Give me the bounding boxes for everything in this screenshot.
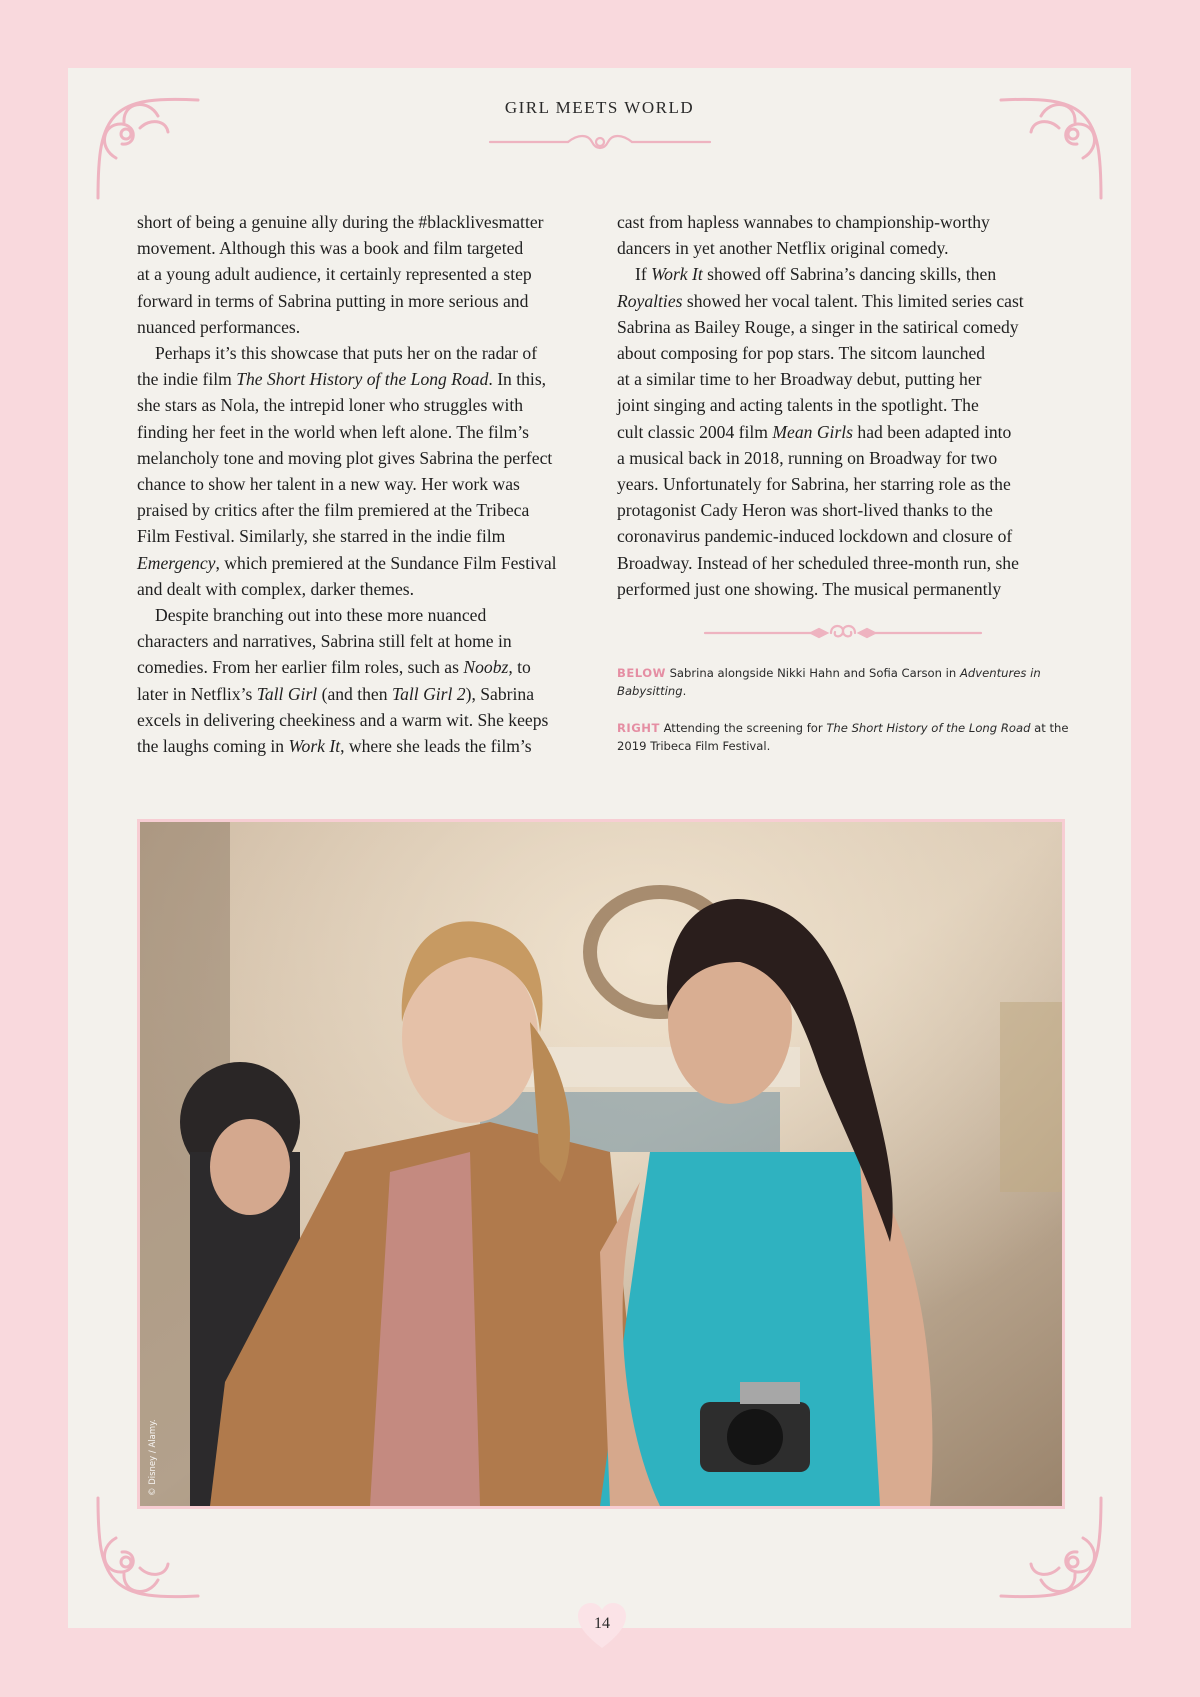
text-span: to — [512, 657, 531, 678]
film-still-photo — [140, 822, 1062, 1506]
text-span: (and then — [317, 683, 392, 704]
text-span: the indie film — [137, 369, 237, 390]
text-line — [137, 261, 589, 287]
text-span: and dealt with complex, darker themes. — [137, 578, 415, 599]
caption-text: Sabrina alongside Nikki Hahn and Sofia Carson in — [669, 666, 960, 680]
text-line — [617, 366, 1069, 392]
text-italic: Work It — [651, 264, 703, 285]
caption-tag: BELOW — [617, 666, 666, 680]
text-span: at a similar time to her Broadway debut, putting her — [617, 369, 982, 390]
text-line — [137, 733, 589, 759]
text-italic: Tall Girl — [256, 683, 318, 704]
text-span: protagonist Cady Heron was short-lived thanks to the — [617, 500, 993, 521]
text-line — [137, 602, 589, 628]
text-span: Sabrina as Bailey Rouge, a singer in the satirical comedy — [617, 316, 1019, 337]
text-line — [137, 340, 589, 366]
text-line — [617, 523, 1069, 549]
text-line — [137, 471, 589, 497]
text-line — [137, 235, 589, 261]
text-span: joint singing and acting talents in the spotlight. The — [617, 395, 979, 416]
text-italic: The Short History of the Long Road — [236, 369, 489, 390]
text-span: later in Netflix’s — [137, 683, 257, 704]
text-line — [137, 366, 589, 392]
photo-caption-right — [617, 719, 1077, 755]
text-span: Broadway. Instead of her scheduled three-month run, she — [617, 552, 1019, 573]
text-line — [137, 497, 589, 523]
caption-title-italic: Adventures in Babysitting — [617, 666, 1041, 698]
text-line — [137, 392, 589, 418]
text-span: years. Unfortunately for Sabrina, her starring role as the — [617, 474, 1011, 495]
text-span: cult classic 2004 film — [617, 421, 773, 442]
text-span: coronavirus pandemic-induced lockdown and closure of — [617, 526, 1013, 547]
header-flourish-divider — [488, 130, 712, 154]
text-line — [617, 497, 1069, 523]
text-italic: Noobz, — [463, 657, 513, 678]
text-span: ), Sabrina — [465, 683, 535, 704]
text-span: characters and narratives, Sabrina still felt at home in — [137, 631, 512, 652]
text-span: , where she leads the film’s — [340, 736, 532, 757]
caption-title-italic: The Short History of the Long Road — [826, 721, 1031, 735]
body-text-left-column — [137, 209, 589, 759]
text-span: cast from hapless wannabes to championship-worthy — [617, 212, 990, 232]
text-line — [137, 628, 589, 654]
text-span: nuanced performances. — [137, 316, 301, 337]
text-line — [617, 550, 1069, 576]
page-number-badge — [576, 1602, 628, 1650]
text-span: Film Festival. Similarly, she starred in the indie film — [137, 526, 506, 547]
text-line — [137, 576, 589, 602]
text-line — [617, 445, 1069, 471]
text-span: at a young adult audience, it certainly represented a step — [137, 264, 532, 285]
text-line — [617, 471, 1069, 497]
text-line — [617, 392, 1069, 418]
page-number: 14 — [594, 1615, 610, 1632]
text-span: dancers in yet another Netflix original comedy. — [617, 238, 949, 259]
text-italic: Tall Girl 2 — [391, 683, 466, 704]
text-span: performed just one showing. The musical permanently — [617, 578, 1002, 599]
text-line — [617, 340, 1069, 366]
text-span: about composing for pop stars. The sitcom launched — [617, 343, 986, 364]
text-line — [617, 209, 1069, 235]
text-span: a musical back in 2018, running on Broadway for two — [617, 447, 998, 468]
text-line — [137, 681, 589, 707]
text-span: finding her feet in the world when left alone. The film’s — [137, 421, 530, 442]
text-span: chance to show her talent in a new way. Her work was — [137, 474, 520, 495]
text-line — [137, 445, 589, 471]
text-line — [137, 654, 589, 680]
text-line — [137, 419, 589, 445]
text-italic: Emergency — [137, 552, 216, 573]
text-italic: Mean Girls — [772, 421, 854, 442]
text-span: movement. Although this was a book and film targeted — [137, 238, 524, 259]
caption-text-end: at the 2019 Tribeca Film Festival. — [617, 721, 1069, 753]
caption-text-end: . — [682, 684, 687, 698]
text-span: comedies. From her earlier film roles, such as — [137, 657, 464, 678]
text-span: she stars as Nola, the intrepid loner who struggles with — [137, 395, 524, 416]
text-line — [137, 314, 589, 340]
text-span: , which premiered at the Sundance Film Festival — [215, 552, 557, 573]
text-line — [137, 209, 589, 235]
text-italic: Royalties — [617, 290, 683, 311]
text-line — [617, 235, 1069, 261]
text-span: Perhaps it’s this showcase that puts her on the radar of — [155, 343, 538, 364]
text-line — [137, 707, 589, 733]
text-line — [617, 576, 1069, 602]
text-line — [617, 314, 1069, 340]
running-head: GIRL MEETS WORLD — [504, 98, 695, 117]
text-span: showed her vocal talent. This limited series cast — [682, 290, 1024, 311]
text-span: . In this, — [488, 369, 547, 390]
text-span: melancholy tone and moving plot gives Sabrina the perfect — [137, 447, 553, 468]
page-sheet — [68, 68, 1131, 1628]
caption-text: Attending the screening for — [663, 721, 827, 735]
text-line — [137, 523, 589, 549]
text-line — [137, 288, 589, 314]
text-span: Despite branching out into these more nuanced — [155, 605, 487, 626]
caption-tag: RIGHT — [617, 721, 660, 735]
text-line — [617, 419, 1069, 445]
text-span: had been adapted into — [853, 421, 1012, 442]
text-span: the laughs coming in — [137, 736, 289, 757]
body-text-right-column — [617, 209, 1069, 602]
text-span: forward in terms of Sabrina putting in more serious and — [137, 290, 529, 311]
photo-credit: © Disney / Alamy. — [148, 1419, 158, 1496]
text-line — [617, 261, 1069, 287]
caption-flourish-divider — [703, 619, 983, 647]
text-line — [137, 550, 589, 576]
text-span: If — [635, 264, 652, 285]
text-span: showed off Sabrina’s dancing skills, then — [702, 264, 997, 285]
text-span: praised by critics after the film premiered at the Tribeca — [137, 500, 530, 521]
text-span: excels in delivering cheekiness and a warm wit. She keeps — [137, 709, 549, 730]
text-span: short of being a genuine ally during the #blacklivesmatter — [137, 212, 544, 232]
photo-frame — [137, 819, 1065, 1509]
photo-caption-below — [617, 664, 1077, 700]
text-line — [617, 288, 1069, 314]
text-italic: Work It — [288, 736, 341, 757]
